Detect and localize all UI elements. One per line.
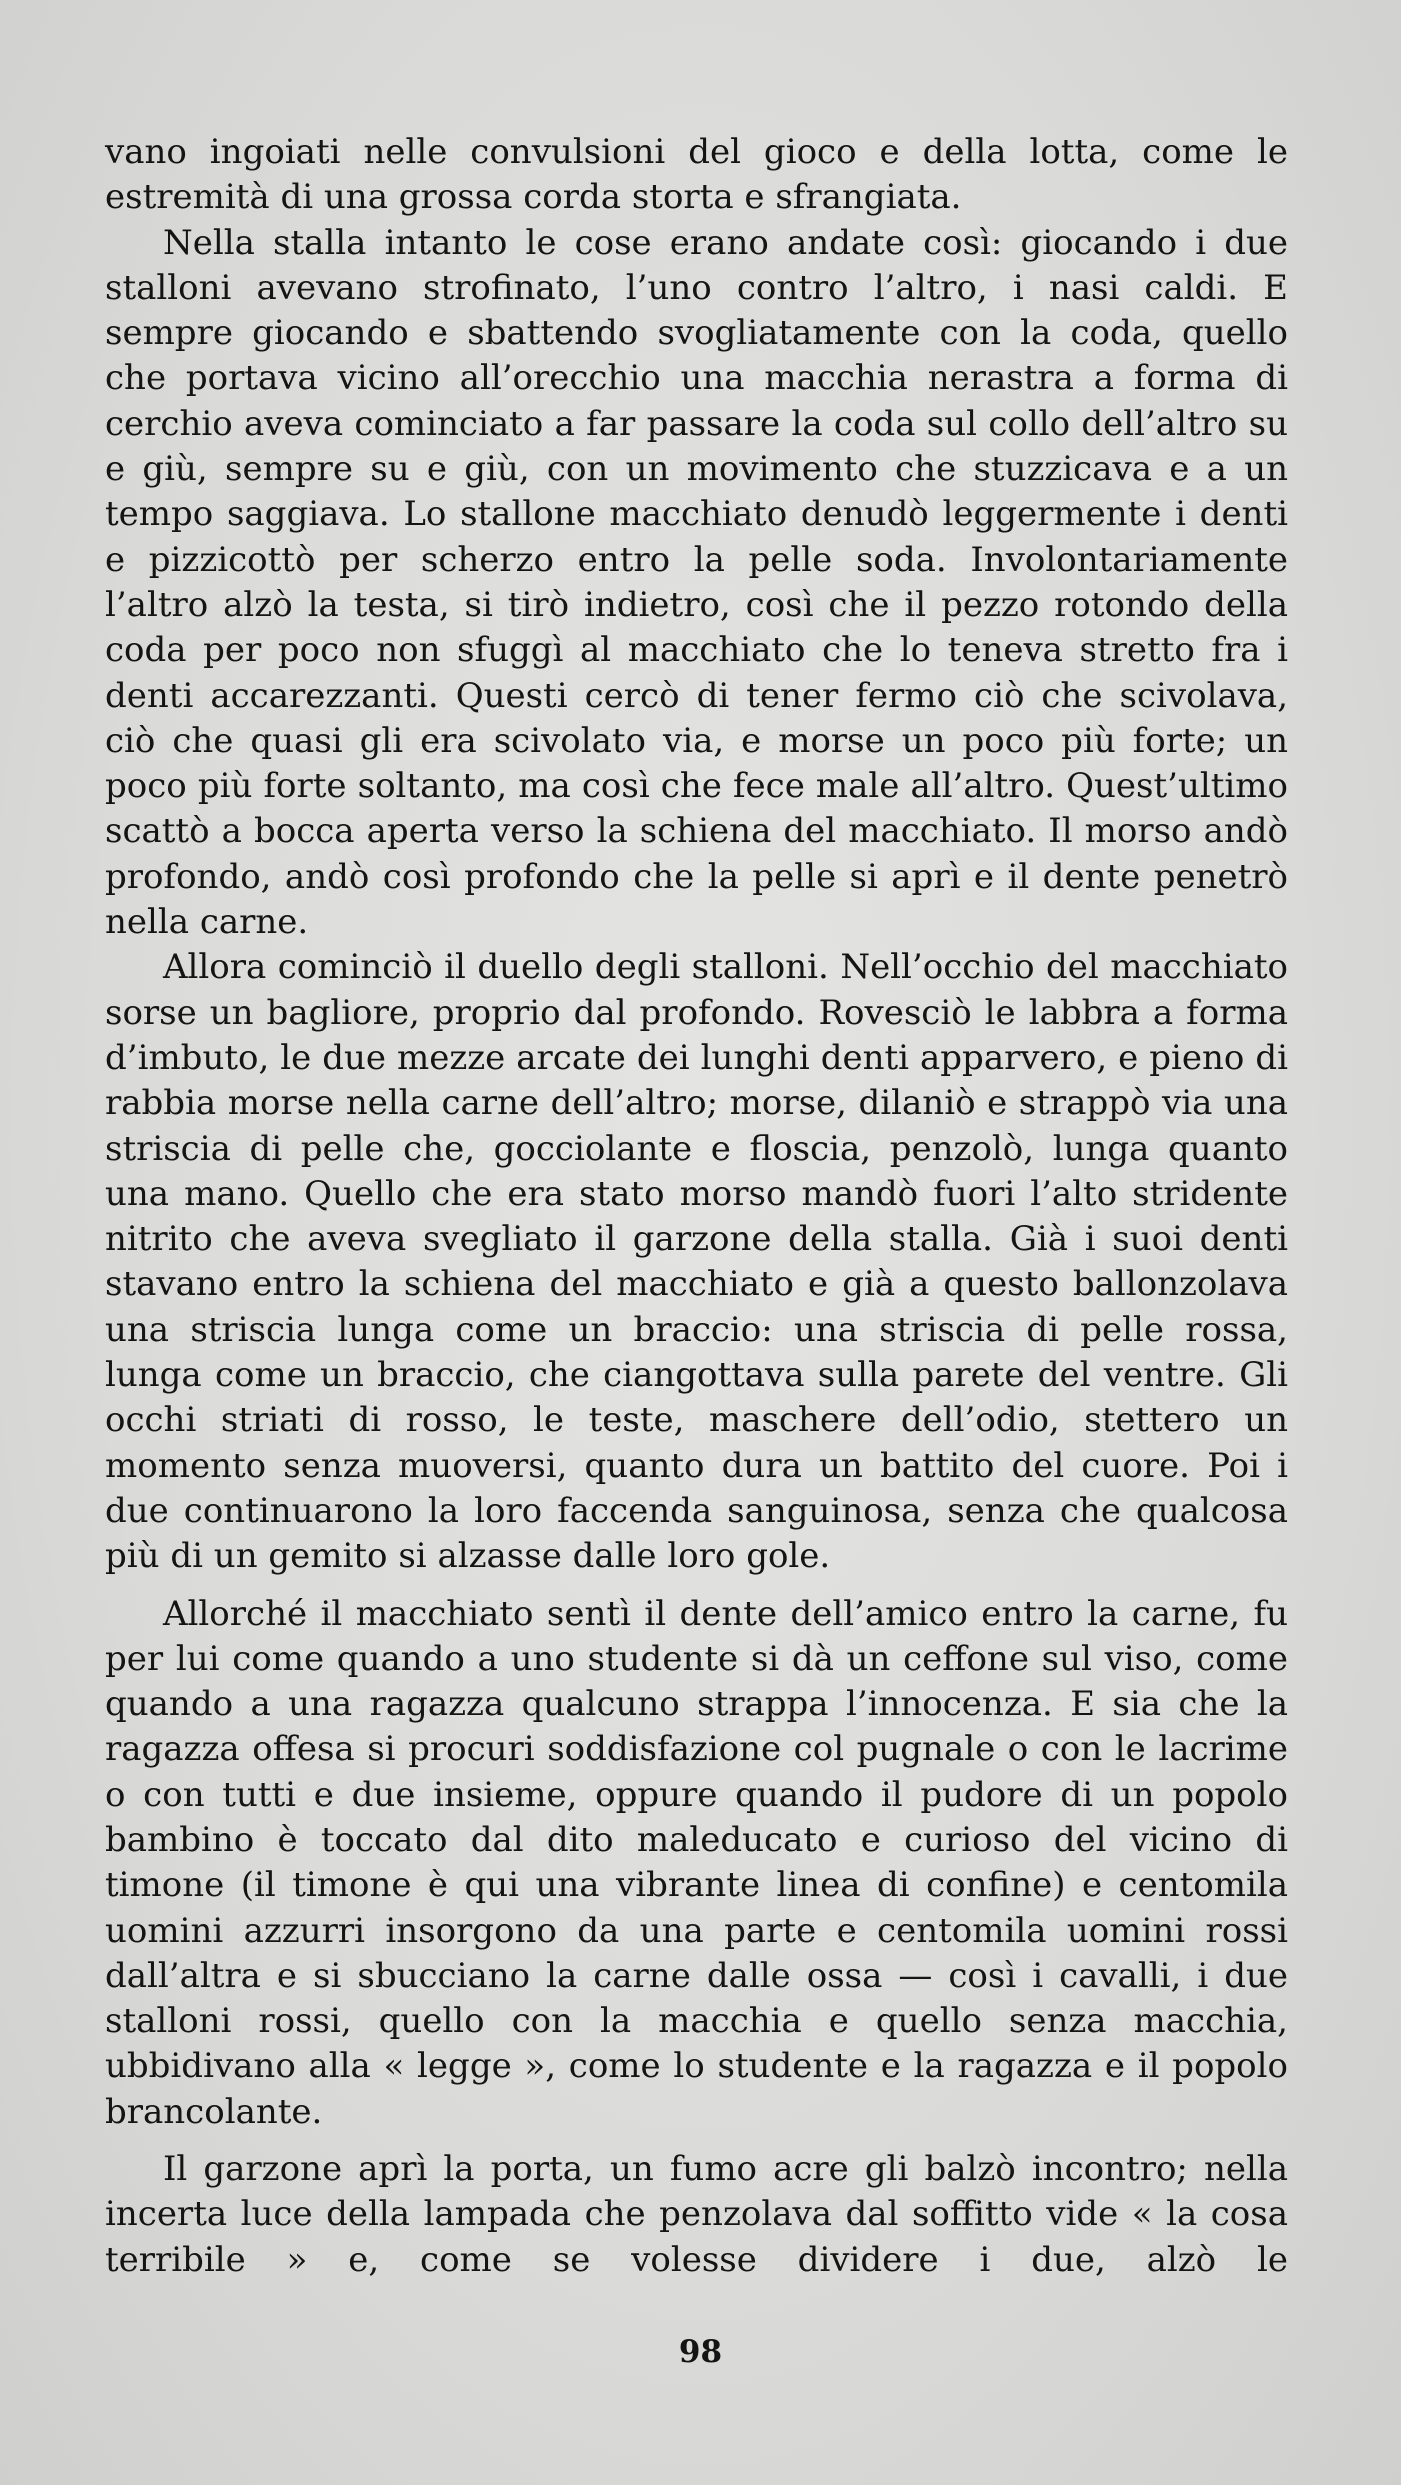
paragraph-5: Il garzone aprì la porta, un fumo acre gli balzò incontro; nella incerta luce della lampada che penzolava dal soffitto vide « la cosa terribile » e, come se volesse dividere i due, alzò le bbox=[105, 2149, 1288, 2280]
paragraph-1: vano ingoiati nelle convulsioni del gioco e della lotta, come le estremità di una grossa corda storta e sfrangiata. bbox=[105, 132, 1288, 218]
paragraph-3: Allora cominciò il duello degli stalloni. Nell’occhio del macchiato sorse un bagliore, proprio dal profondo. Rovesciò le labbra a forma d’imbuto, le due mezze arcate dei lunghi denti apparvero, e pieno di rabbia morse nella carne dell’altro; morse, dilaniò e strappò via una striscia di pelle che, gocciolante e floscia, penzolò, lunga quanto una mano. Quello che era stato morso mandò fuori l’alto stridente nitrito che aveva svegliato il garzone della stalla. Già i suoi denti stavano entro la schiena del macchiato e già a questo ballonzolava una striscia lunga come un braccio: una striscia di pelle rossa, lunga come un braccio, che ciangottava sulla parete del ventre. Gli occhi striati di rosso, le teste, maschere dell’odio, stettero un momento senza muoversi, quanto dura un battito del cuore. Poi i due continuarono la loro faccenda sanguinosa, senza che qualcosa più di un gemito si alzasse dalle loro gole. bbox=[105, 947, 1288, 1577]
body-text bbox=[105, 130, 1288, 2283]
paragraph-2: Nella stalla intanto le cose erano andate così: giocando i due stalloni avevano strofinato, l’uno contro l’altro, i nasi caldi. E sempre giocando e sbattendo svogliatamente con la coda, quello che portava vicino all’orecchio una macchia nerastra a forma di cerchio aveva cominciato a far passare la coda sul collo dell’altro su e giù, sempre su e giù, con un movimento che stuzzicava e a un tempo saggiava. Lo stallone macchiato denudò leggermente i denti e pizzicottò per scherzo entro la pelle soda. Involontariamente l’altro alzò la testa, si tirò indietro, così che il pezzo rotondo della coda per poco non sfuggì al macchiato che lo teneva stretto fra i denti accarezzanti. Questi cercò di tener fermo ciò che scivolava, ciò che quasi gli era scivolato via, e morse un poco più forte; un poco più forte soltanto, ma così che fece male all’altro. Quest’ultimo scattò a bocca aperta verso la schiena del macchiato. Il morso andò profondo, andò così profondo che la pelle si aprì e il dente penetrò nella carne. bbox=[105, 222, 1288, 943]
paragraph-4: Allorché il macchiato sentì il dente dell’amico entro la carne, fu per lui come quando a uno studente si dà un ceffone sul viso, come quando a una ragazza qualcuno strappa l’innocenza. E sia che la ragazza offesa si procuri soddisfazione col pugnale o con le lacrime o con tutti e due insieme, oppure quando il pudore di un popolo bambino è toccato dal dito maleducato e curioso del vicino di timone (il timone è qui una vibrante linea di confine) e centomila uomini azzurri insorgono da una parte e centomila uomini rossi dall’altra e si sbucciano la carne dalle ossa — così i cavalli, i due stalloni rossi, quello con la macchia e quello senza macchia, ubbidivano alla « legge », come lo studente e la ragazza e il popolo brancolante. bbox=[105, 1593, 1288, 2132]
page-number: 98 bbox=[678, 2334, 723, 2370]
